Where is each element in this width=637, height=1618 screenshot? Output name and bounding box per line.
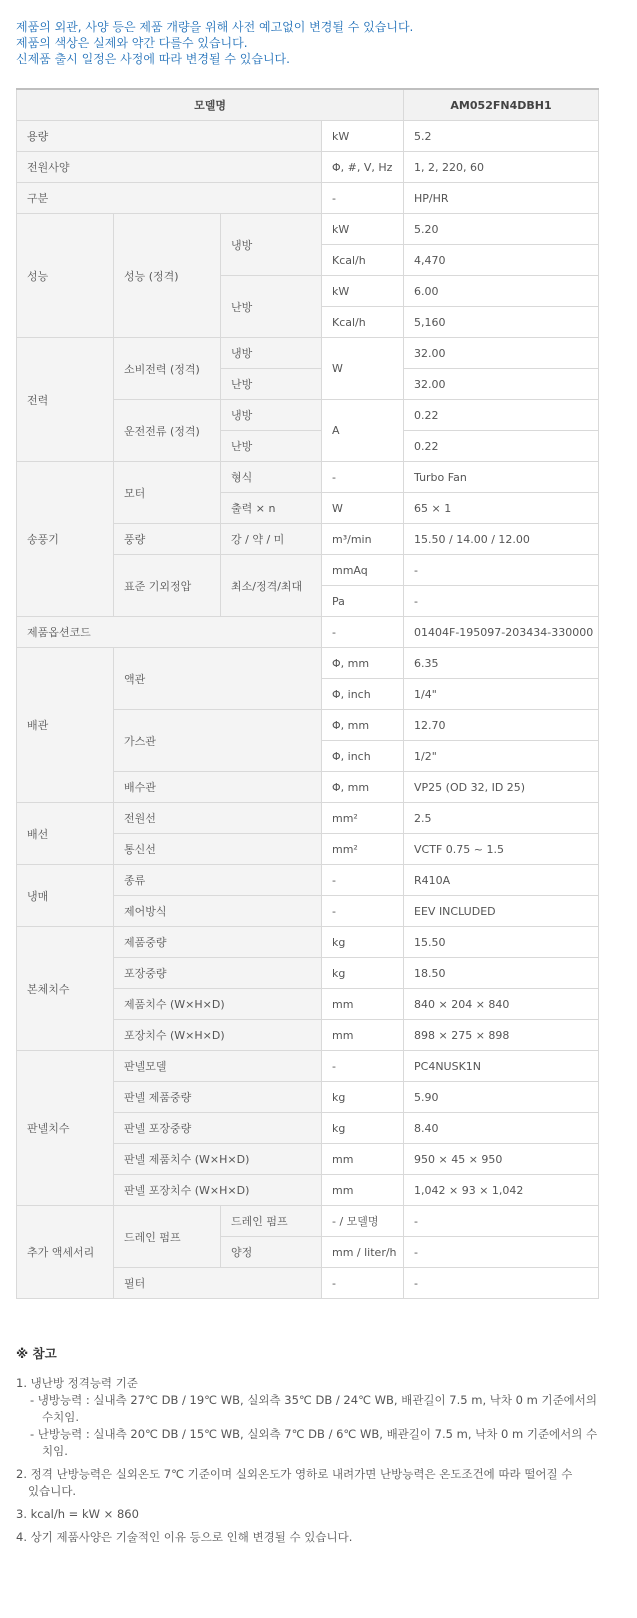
sub-label: 소비전력 (정격) [114,338,221,400]
note-text: 4. 상기 제품사양은 기술적인 이유 등으로 인해 변경될 수 있습니다. [16,1530,353,1544]
unit-cell: kW [322,214,404,245]
row-label: 제품옵션코드 [17,617,322,648]
sub-label: 강 / 약 / 미 [221,524,322,555]
value-cell: 6.35 [404,648,599,679]
sub-label: 최소/정격/최대 [221,555,322,617]
model-code-header: AM052FN4DBH1 [404,89,599,121]
sub-label: 풍량 [114,524,221,555]
sub-label: 난방 [221,431,322,462]
value-cell: 950 × 45 × 950 [404,1144,599,1175]
note-subtext: - 난방능력 : 실내측 20℃ DB / 15℃ WB, 실외측 7℃ DB / 6℃ WB, 배관길이 7.5 m, 낙차 0 m 기준에서의 수 [30,1427,598,1441]
value-cell: VP25 (OD 32, ID 25) [404,772,599,803]
note-item [16,1375,606,1460]
value-cell: 12.70 [404,710,599,741]
unit-cell: mmAq [322,555,404,586]
group-label: 송풍기 [17,462,114,617]
unit-cell: kW [322,276,404,307]
note-item [16,1529,606,1546]
note-subtext: 치임. [42,1444,68,1458]
unit-cell: kg [322,1113,404,1144]
table-row [17,865,599,896]
table-row [17,183,599,214]
sub-label: 포장치수 (W×H×D) [114,1020,322,1051]
value-cell: 5,160 [404,307,599,338]
note-item [16,1466,606,1500]
value-cell: 898 × 275 × 898 [404,1020,599,1051]
spec-table [16,88,599,1299]
unit-cell: mm [322,1175,404,1206]
sub-label: 판넬모델 [114,1051,322,1082]
sub-label: 판넬 제품중량 [114,1082,322,1113]
sub-label: 난방 [221,276,322,338]
unit-cell: W [322,338,404,400]
unit-cell: mm² [322,834,404,865]
value-cell: 5.2 [404,121,599,152]
sub-label: 제어방식 [114,896,322,927]
notes-block [16,1345,606,1552]
sub-label: 모터 [114,462,221,524]
value-cell: 01404F-195097-203434-330000 [404,617,599,648]
unit-cell: kg [322,927,404,958]
note-subtext: 있습니다. [28,1484,77,1498]
value-cell: EEV INCLUDED [404,896,599,927]
value-cell: 6.00 [404,276,599,307]
unit-cell: - [322,462,404,493]
unit-cell: Kcal/h [322,307,404,338]
value-cell: HP/HR [404,183,599,214]
table-row [17,617,599,648]
sub-label: 드레인 펌프 [114,1206,221,1268]
unit-cell: mm [322,989,404,1020]
unit-cell: Φ, inch [322,679,404,710]
sub-label: 가스관 [114,710,322,772]
value-cell: 15.50 [404,927,599,958]
unit-cell: kg [322,958,404,989]
sub-label: 통신선 [114,834,322,865]
table-row [17,648,599,679]
value-cell: - [404,1268,599,1299]
group-label: 추가 액세서리 [17,1206,114,1299]
unit-cell: - [322,1268,404,1299]
unit-cell: A [322,400,404,462]
value-cell: 0.22 [404,431,599,462]
value-cell: 18.50 [404,958,599,989]
sub-label: 난방 [221,369,322,400]
value-cell: 0.22 [404,400,599,431]
value-cell: 4,470 [404,245,599,276]
table-row [17,1051,599,1082]
sub-label: 표준 기외정압 [114,555,221,617]
unit-cell: Φ, mm [322,648,404,679]
value-cell: 15.50 / 14.00 / 12.00 [404,524,599,555]
unit-cell: kW [322,121,404,152]
sub-label: 성능 (정격) [114,214,221,338]
group-label: 배관 [17,648,114,803]
value-cell: 32.00 [404,338,599,369]
sub-label: 드레인 펌프 [221,1206,322,1237]
sub-label: 냉방 [221,400,322,431]
unit-cell: mm² [322,803,404,834]
sub-label: 냉방 [221,214,322,276]
sub-label: 종류 [114,865,322,896]
row-label: 구분 [17,183,322,214]
value-cell: 5.20 [404,214,599,245]
unit-cell: Kcal/h [322,245,404,276]
unit-cell: - [322,183,404,214]
unit-cell: Φ, mm [322,710,404,741]
sub-label: 판넬 제품치수 (W×H×D) [114,1144,322,1175]
notice-line: 신제품 출시 일정은 사정에 따라 변경될 수 있습니다. [16,52,290,66]
sub-label: 제품중량 [114,927,322,958]
unit-cell: - / 모델명 [322,1206,404,1237]
unit-cell: - [322,865,404,896]
group-label: 본체치수 [17,927,114,1051]
value-cell: 840 × 204 × 840 [404,989,599,1020]
unit-cell: Φ, mm [322,772,404,803]
table-row [17,338,599,369]
value-cell: 32.00 [404,369,599,400]
unit-cell: mm [322,1020,404,1051]
unit-cell: - [322,617,404,648]
unit-cell: m³/min [322,524,404,555]
value-cell: 65 × 1 [404,493,599,524]
unit-cell: Pa [322,586,404,617]
notice-block [16,19,626,67]
row-label: 전원사양 [17,152,322,183]
table-row [17,121,599,152]
sub-label: 전원선 [114,803,322,834]
note-subtext: - 냉방능력 : 실내측 27℃ DB / 19℃ WB, 실외측 35℃ DB / 24℃ WB, 배관길이 7.5 m, 낙차 0 m 기준에서의 [30,1393,598,1407]
value-cell: 1,042 × 93 × 1,042 [404,1175,599,1206]
sub-label: 냉방 [221,338,322,369]
unit-cell: - [322,1051,404,1082]
value-cell: 2.5 [404,803,599,834]
sub-label: 형식 [221,462,322,493]
value-cell: 1/4" [404,679,599,710]
notice-line: 제품의 외관, 사양 등은 제품 개량을 위해 사전 예고없이 변경될 수 있습니다. [16,20,414,34]
unit-cell: mm / liter/h [322,1237,404,1268]
notice-line: 제품의 색상은 실제와 약간 다를수 있습니다. [16,36,248,50]
table-header-row [17,89,599,121]
note-text: 1. 냉난방 정격능력 기준 [16,1376,138,1390]
sub-label: 포장중량 [114,958,322,989]
value-cell: - [404,1206,599,1237]
value-cell: 1/2" [404,741,599,772]
unit-cell: mm [322,1144,404,1175]
table-row [17,214,599,245]
value-cell: PC4NUSK1N [404,1051,599,1082]
sub-label: 제품치수 (W×H×D) [114,989,322,1020]
unit-cell: - [322,896,404,927]
note-item [16,1506,606,1523]
value-cell: - [404,1237,599,1268]
sub-label: 운전전류 (정격) [114,400,221,462]
notes-title: ※ 참고 [16,1346,57,1361]
group-label: 판넬치수 [17,1051,114,1206]
note-subtext: 수치임. [42,1410,79,1424]
sub-label: 배수관 [114,772,322,803]
table-row [17,803,599,834]
value-cell: R410A [404,865,599,896]
unit-cell: Φ, #, V, Hz [322,152,404,183]
value-cell: - [404,586,599,617]
row-label: 용량 [17,121,322,152]
unit-cell: kg [322,1082,404,1113]
sub-label: 판넬 포장중량 [114,1113,322,1144]
model-name-header: 모델명 [17,89,404,121]
sub-label: 필터 [114,1268,322,1299]
value-cell: 8.40 [404,1113,599,1144]
group-label: 성능 [17,214,114,338]
unit-cell: Φ, inch [322,741,404,772]
group-label: 전력 [17,338,114,462]
value-cell: 1, 2, 220, 60 [404,152,599,183]
value-cell: VCTF 0.75 ~ 1.5 [404,834,599,865]
value-cell: 5.90 [404,1082,599,1113]
table-row [17,927,599,958]
sub-label: 양정 [221,1237,322,1268]
unit-cell: W [322,493,404,524]
sub-label: 액관 [114,648,322,710]
table-row [17,462,599,493]
sub-label: 판넬 포장치수 (W×H×D) [114,1175,322,1206]
value-cell: Turbo Fan [404,462,599,493]
sub-label: 출력 × n [221,493,322,524]
group-label: 배선 [17,803,114,865]
value-cell: - [404,555,599,586]
note-text: 2. 정격 난방능력은 실외온도 7℃ 기준이며 실외온도가 영하로 내려가면 난방능력은 온도조건에 따라 떨어질 수 [16,1467,573,1481]
table-row [17,152,599,183]
table-row [17,1206,599,1237]
note-text: 3. kcal/h = kW × 860 [16,1507,139,1521]
group-label: 냉매 [17,865,114,927]
